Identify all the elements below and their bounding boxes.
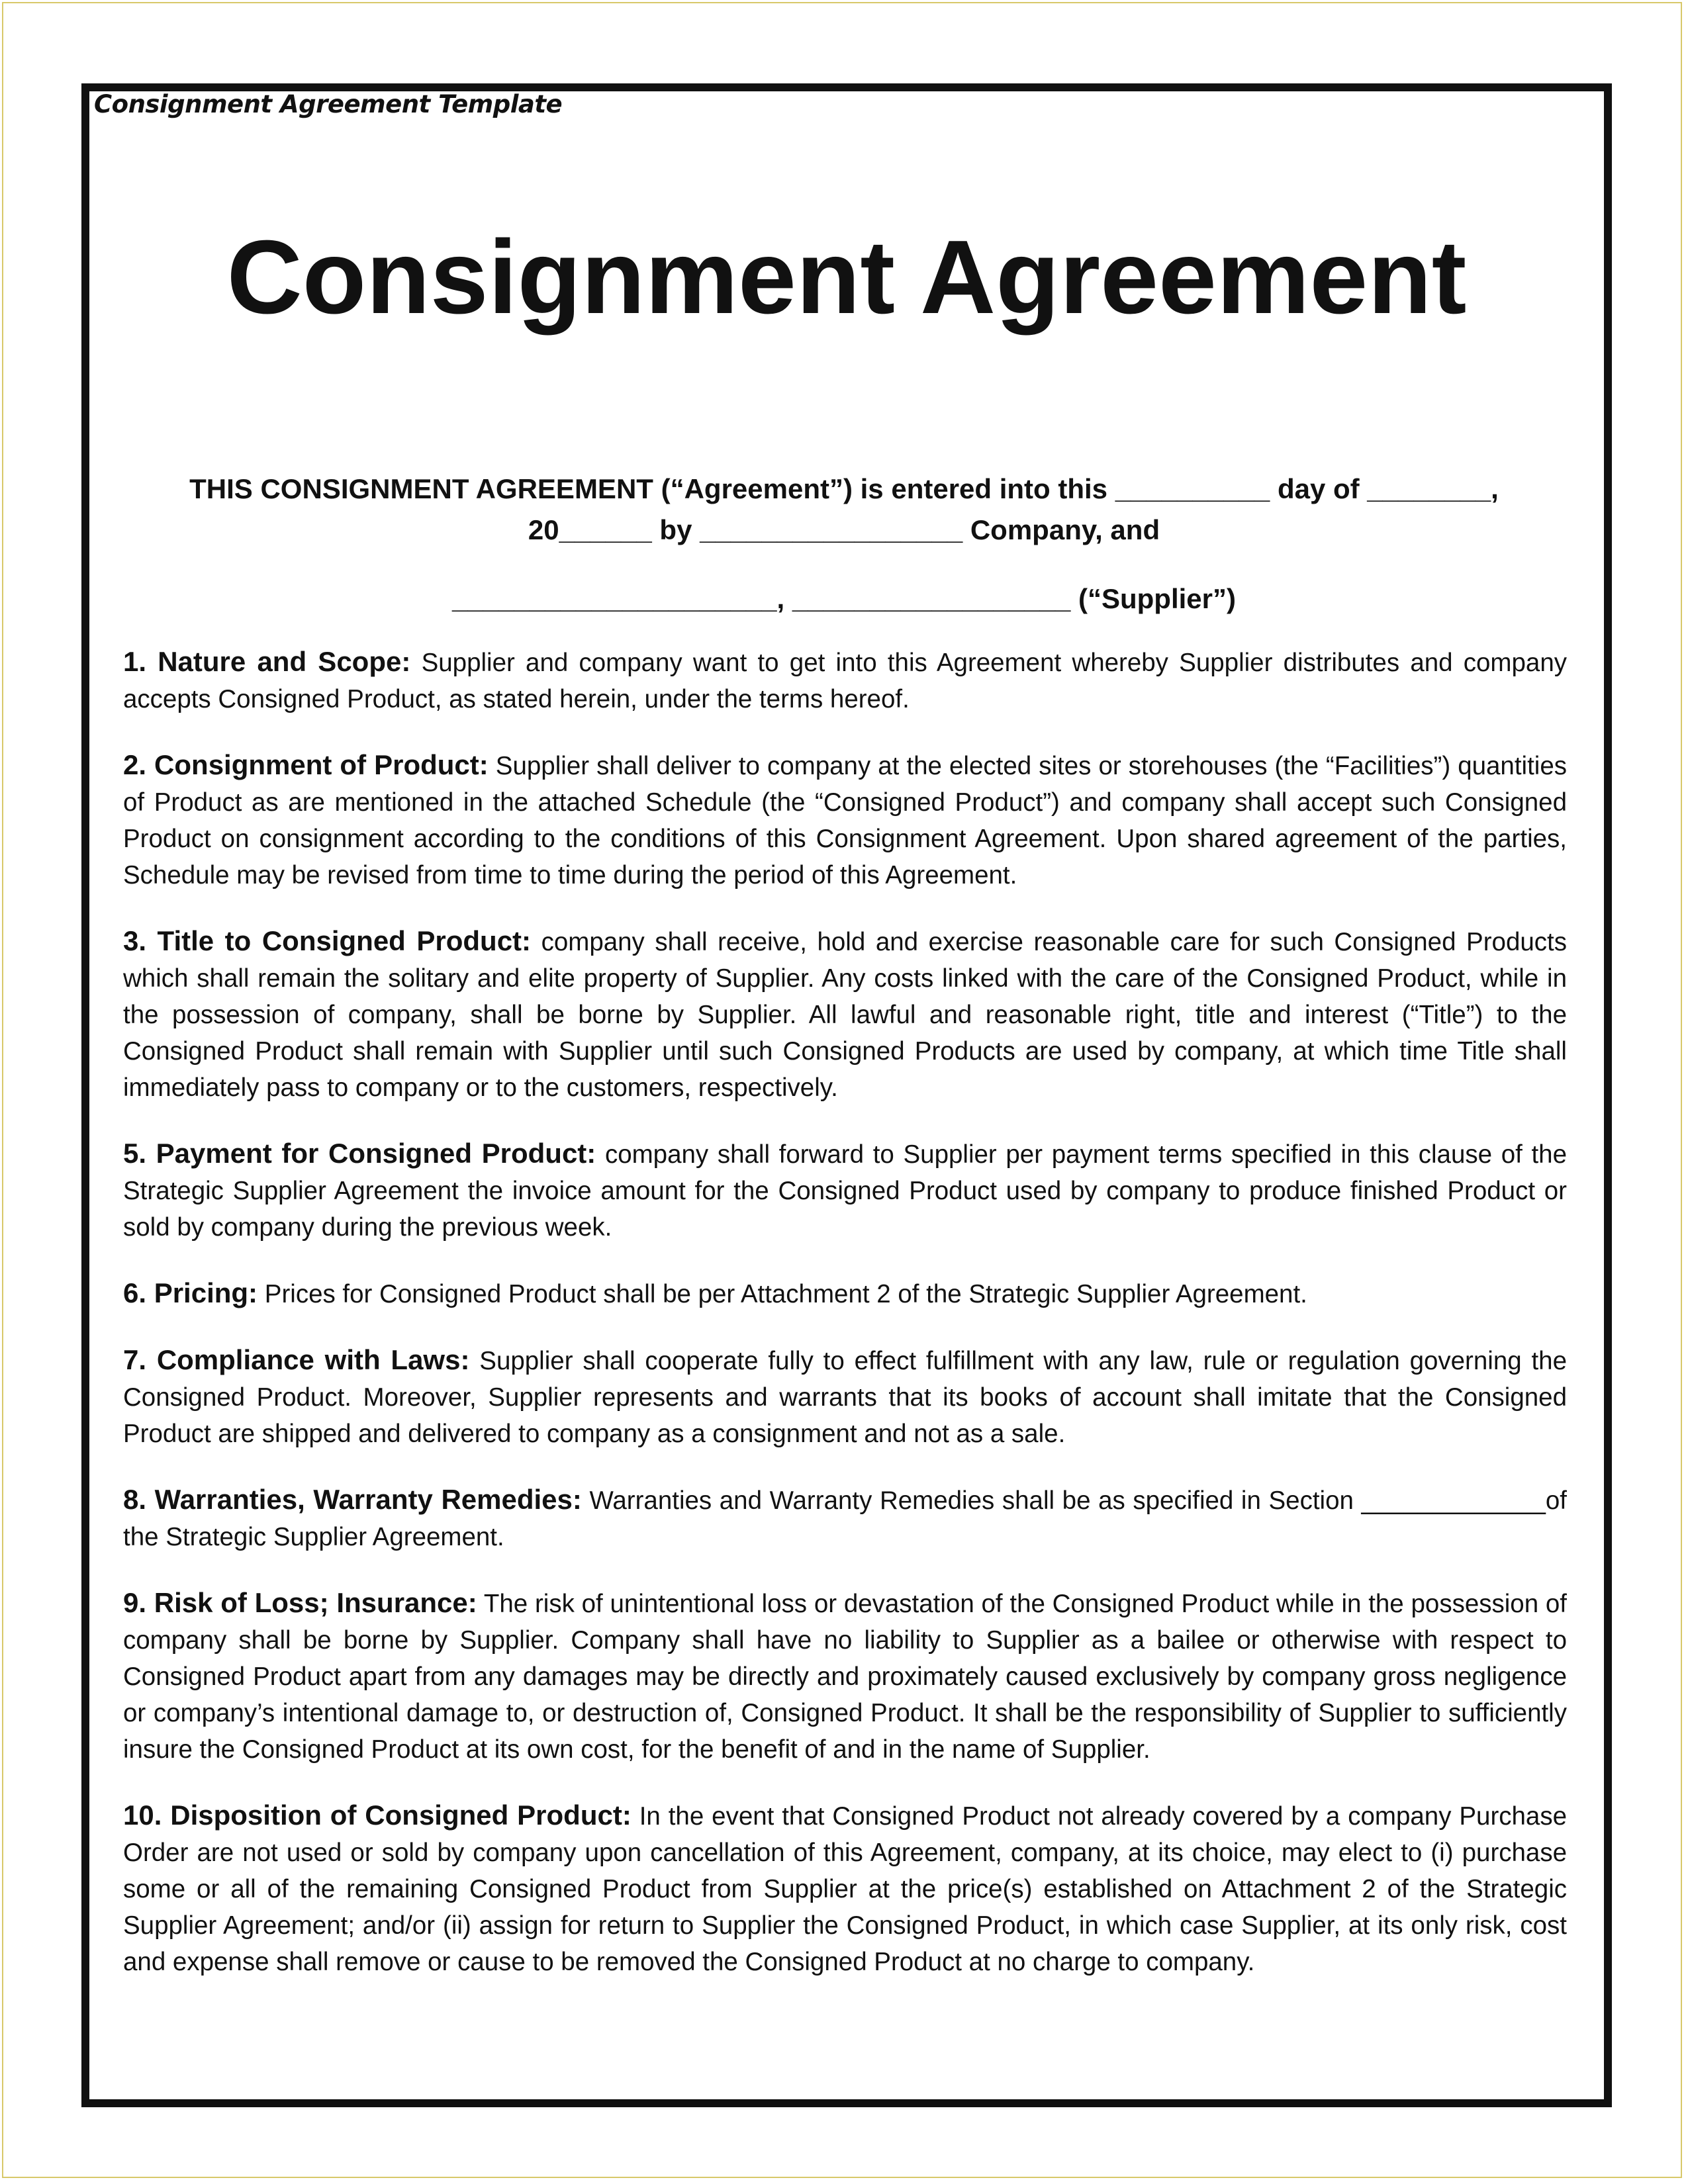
clause-payment — [123, 1135, 1567, 1246]
clause-body: Prices for Consigned Product shall be per Attachment 2 of the Strategic Supplier Agreement. — [258, 1280, 1307, 1308]
clause-body: Supplier shall cooperate fully to effect fulfillment with any law, rule or regulation governing the Consigned Product. Moreover, Supplier represents and warrants that its books of account shall imitate that the Consigned Product are shipped and delivered to company as a consignment and not as a sale. — [123, 1347, 1567, 1448]
clause-heading: 6. Pricing: — [123, 1277, 258, 1308]
clause-heading: 10. Disposition of Consigned Product: — [123, 1799, 632, 1831]
clause-risk-of-loss — [123, 1584, 1567, 1768]
clause-warranties — [123, 1481, 1567, 1555]
clause-body: The risk of unintentional loss or devastation of the Consigned Product while in the possession of company shall be borne by Supplier. Company shall have no liability to Supplier as a bailee or otherwise with respect to Consigned Product apart from any damages may be directly and proximately caused exclusively by company gross negligence or company’s intentional damage to, or destruction of, Consigned Product. It shall be the responsibility of Supplier to sufficiently insure the Consigned Product at its own cost, for the benefit of and in the name of Supplier. — [123, 1590, 1567, 1764]
clause-body: Supplier shall deliver to company at the elected sites or storehouses (the “Facilities”) quantities of Product as are mentioned in the attached Schedule (the “Consigned Product”) and company shall accept such Consigned Product on consignment according to the conditions of this Consignment Agreement. Upon shared agreement of the parties, Schedule may be revised from time to time during the period of this Agreement. — [123, 752, 1568, 889]
clause-body: Supplier and company want to get into this Agreement whereby Supplier distributes and company accepts Consigned Product, as stated herein, under the terms hereof. — [123, 649, 1567, 713]
clause-heading: 3. Title to Consigned Product: — [123, 925, 532, 956]
clause-heading: 5. Payment for Consigned Product: — [123, 1138, 596, 1169]
clause-heading: 9. Risk of Loss; Insurance: — [123, 1587, 477, 1618]
clause-title-to-consigned-product — [123, 923, 1567, 1106]
clauses-list — [123, 643, 1567, 2009]
clause-body: company shall receive, hold and exercise reasonable care for such Consigned Products which shall remain the solitary and elite property of Supplier. Any costs linked with the care of the Consigned Product, while in the possession of company, shall be borne by Supplier. All lawful and reasonable right, title and interest (“Title”) to the Consigned Product shall remain with Supplier until such Consigned Products are used by company, at which time Title shall immediately pass to company or to the customers, respectively. — [123, 928, 1567, 1102]
template-header-label: Consignment Agreement Template — [94, 90, 563, 118]
document-title: Consignment Agreement — [226, 219, 1467, 336]
clause-heading: 8. Warranties, Warranty Remedies: — [123, 1484, 582, 1515]
preamble-line-1: THIS CONSIGNMENT AGREEMENT (“Agreement”) is entered into this __________ day of ________, — [189, 473, 1499, 504]
preamble-line-2: 20______ by _________________ Company, and — [528, 514, 1160, 545]
clause-nature-and-scope — [123, 643, 1567, 717]
preamble — [119, 469, 1569, 551]
clause-consignment-of-product — [123, 747, 1567, 893]
clause-body: company shall forward to Supplier per payment terms specified in this clause of the Strategic Supplier Agreement the invoice amount for the Consigned Product used by company to produce finished Product or sold by company during the previous week. — [123, 1140, 1567, 1242]
clause-pricing — [123, 1275, 1567, 1312]
clause-heading: 7. Compliance with Laws: — [123, 1344, 470, 1375]
clause-heading: 1. Nature and Scope: — [123, 646, 411, 677]
clause-body: In the event that Consigned Product not already covered by a company Purchase Order are not used or sold by company upon cancellation of this Agreement, company, at its choice, may elect to (i) purchase some or all of the remaining Consigned Product from Supplier at the price(s) established on Attachment 2 of the Strategic Supplier Agreement; and/or (ii) assign for return to Supplier the Consigned Product, in which case Supplier, at its only risk, cost and expense shall remove or cause to be removed the Consigned Product at no charge to company. — [123, 1802, 1567, 1976]
clause-disposition — [123, 1797, 1567, 1980]
clause-compliance-with-laws — [123, 1342, 1567, 1452]
supplier-line: _____________________, __________________ (“Supplier”) — [452, 583, 1236, 614]
clause-body: Warranties and Warranty Remedies shall be as specified in Section _____________of the Strategic Supplier Agreement. — [123, 1486, 1567, 1551]
clause-heading: 2. Consignment of Product: — [123, 749, 489, 780]
